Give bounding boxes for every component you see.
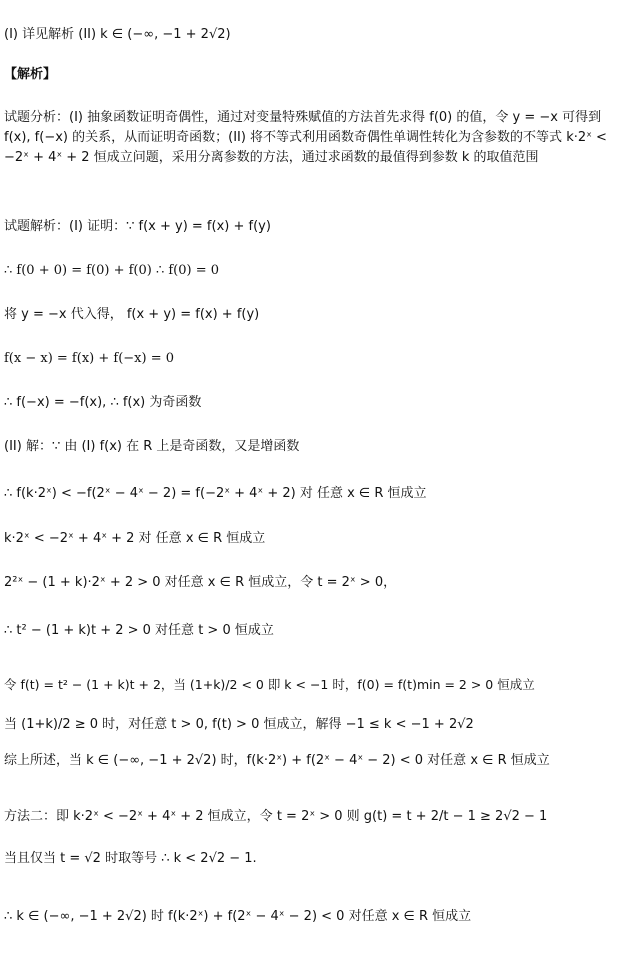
solution-line-10: ∴ t² − (1 + k)t + 2 > 0 对任意 t > 0 恒成立 <box>4 623 274 638</box>
solution-line-12: 当 (1+k)/2 ≥ 0 时，对任意 t > 0, f(t) > 0 恒成立，解得 −1 ≤ k < −1 + 2√2 <box>4 717 474 732</box>
solution-line-8: k·2ˣ < −2ˣ + 4ˣ + 2 对 任意 x ∈ R 恒成立 <box>4 531 266 546</box>
solution-line-6: (II) 解：∵ 由 (I) f(x) 在 R 上是奇函数，又是增函数 <box>4 439 300 454</box>
answer-line <box>4 26 231 44</box>
solution-line-11: 令 f(t) = t² − (1 + k)t + 2，当 (1+k)/2 < 0 即 k < −1 时，f(0) = f(t)min = 2 > 0 恒成立 <box>4 677 535 692</box>
analysis-paragraph: 试题分析：(I) 抽象函数证明奇偶性，通过对变量特殊赋值的方法首先求得 f(0) 的值，令 y = −x 可得到 f(x), f(−x) 的关系，从而证明奇函数；(II) 将不等式利用函数奇偶性单调性转化为含参数的不等式 k·2ˣ < −2ˣ + 4ˣ + 2 恒成立问题，采用分离参数的方法，通过求函数的最值得到参数 k 的取值范围 <box>4 110 607 165</box>
solution-line-7: ∴ f(k·2ˣ) < −f(2ˣ − 4ˣ − 2) = f(−2ˣ + 4ˣ + 2) 对 任意 x ∈ R 恒成立 <box>4 486 427 501</box>
solution-line-14: 方法二：即 k·2ˣ < −2ˣ + 4ˣ + 2 恒成立，令 t = 2ˣ > 0 则 g(t) = t + 2/t − 1 ≥ 2√2 − 1 <box>4 809 548 824</box>
answer-text: (I) 详见解析 (II) k ∈ (−∞, −1 + 2√2) <box>4 27 231 42</box>
solution-line-9: 2²ˣ − (1 + k)·2ˣ + 2 > 0 对任意 x ∈ R 恒成立，令 t = 2ˣ > 0， <box>4 575 397 590</box>
solution-line-16: ∴ k ∈ (−∞, −1 + 2√2) 时 f(k·2ˣ) + f(2ˣ − 4ˣ − 2) < 0 对任意 x ∈ R 恒成立 <box>4 909 472 924</box>
solution-line-13: 综上所述，当 k ∈ (−∞, −1 + 2√2) 时，f(k·2ˣ) + f(2ˣ − 4ˣ − 2) < 0 对任意 x ∈ R 恒成立 <box>4 753 550 768</box>
solution-line-1: 试题解析：(I) 证明：∵ f(x + y) = f(x) + f(y) <box>4 219 271 234</box>
solution-line-4: f(x − x) = f(x) + f(−x) = 0 <box>4 351 174 366</box>
solution-line-15: 当且仅当 t = √2 时取等号 ∴ k < 2√2 − 1. <box>4 851 257 866</box>
jiexi-header: 【解析】 <box>4 67 57 82</box>
solution-line-5: ∴ f(−x) = −f(x), ∴ f(x) 为奇函数 <box>4 395 202 410</box>
solution-line-3: 将 y = −x 代入得， f(x + y) = f(x) + f(y) <box>4 307 260 322</box>
solution-line-2: ∴ f(0 + 0) = f(0) + f(0) ∴ f(0) = 0 <box>4 263 220 278</box>
